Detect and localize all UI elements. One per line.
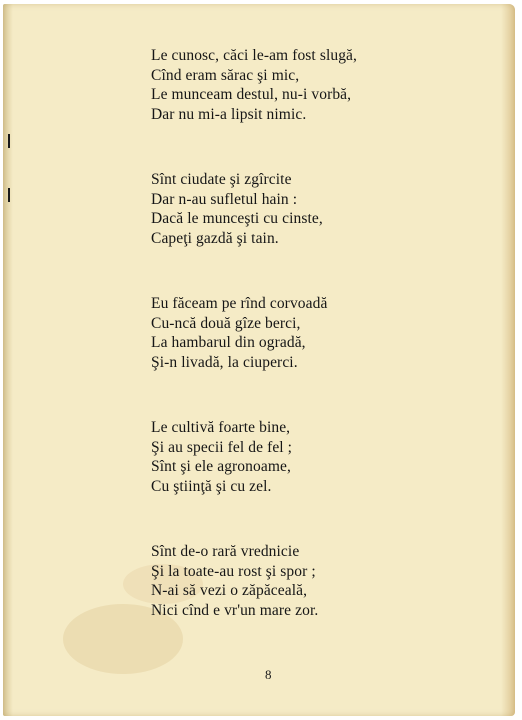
book-page bbox=[3, 4, 515, 716]
poem-line: Şi la toate-au rost şi spor ; bbox=[151, 562, 316, 580]
poem-line: Le cultivă foarte bine, bbox=[151, 419, 291, 436]
binding-mark bbox=[8, 134, 10, 148]
poem-line: Dar n-au sufletul hain : bbox=[151, 190, 298, 208]
poem-line: La hambarul din ogradă, bbox=[151, 334, 306, 351]
stanza-5 bbox=[151, 542, 451, 620]
poem-line: Eu făceam pe rînd corvoadă bbox=[151, 295, 328, 312]
binding-mark bbox=[8, 188, 10, 202]
stanza-1 bbox=[151, 46, 451, 124]
poem-line: Şi-n livadă, la ciuperci. bbox=[151, 353, 298, 371]
poem-line: Le munceam destul, nu-i vorbă, bbox=[151, 86, 352, 103]
poem-line: Şi au specii fel de fel ; bbox=[151, 438, 293, 456]
poem-line: Dar nu mi-a lipsit nimic. bbox=[151, 105, 307, 123]
poem-line: Sînt de-o rară vrednicie bbox=[151, 543, 300, 560]
poem-line: Capeţi gazdă şi tain. bbox=[151, 229, 279, 247]
poem-line: Cu ştiinţă şi cu zel. bbox=[151, 477, 272, 495]
stanza-4 bbox=[151, 418, 451, 496]
page-number: 8 bbox=[265, 667, 272, 682]
stanza-3 bbox=[151, 294, 451, 372]
poem bbox=[151, 46, 451, 620]
poem-line: Nici cînd e vr'un mare zor. bbox=[151, 601, 319, 619]
poem-line: Dacă le munceşti cu cinste, bbox=[151, 210, 323, 227]
poem-line: Cînd eram sărac şi mic, bbox=[151, 66, 300, 84]
poem-line: Sînt şi ele agronoame, bbox=[151, 458, 291, 475]
stanza-2 bbox=[151, 170, 451, 248]
poem-line: Le cunosc, căci le-am fost slugă, bbox=[151, 47, 358, 64]
poem-line: N-ai să vezi o zăpăceală, bbox=[151, 582, 308, 599]
poem-line: Cu-ncă două gîze berci, bbox=[151, 314, 301, 332]
poem-line: Sînt ciudate şi zgîrcite bbox=[151, 171, 292, 188]
